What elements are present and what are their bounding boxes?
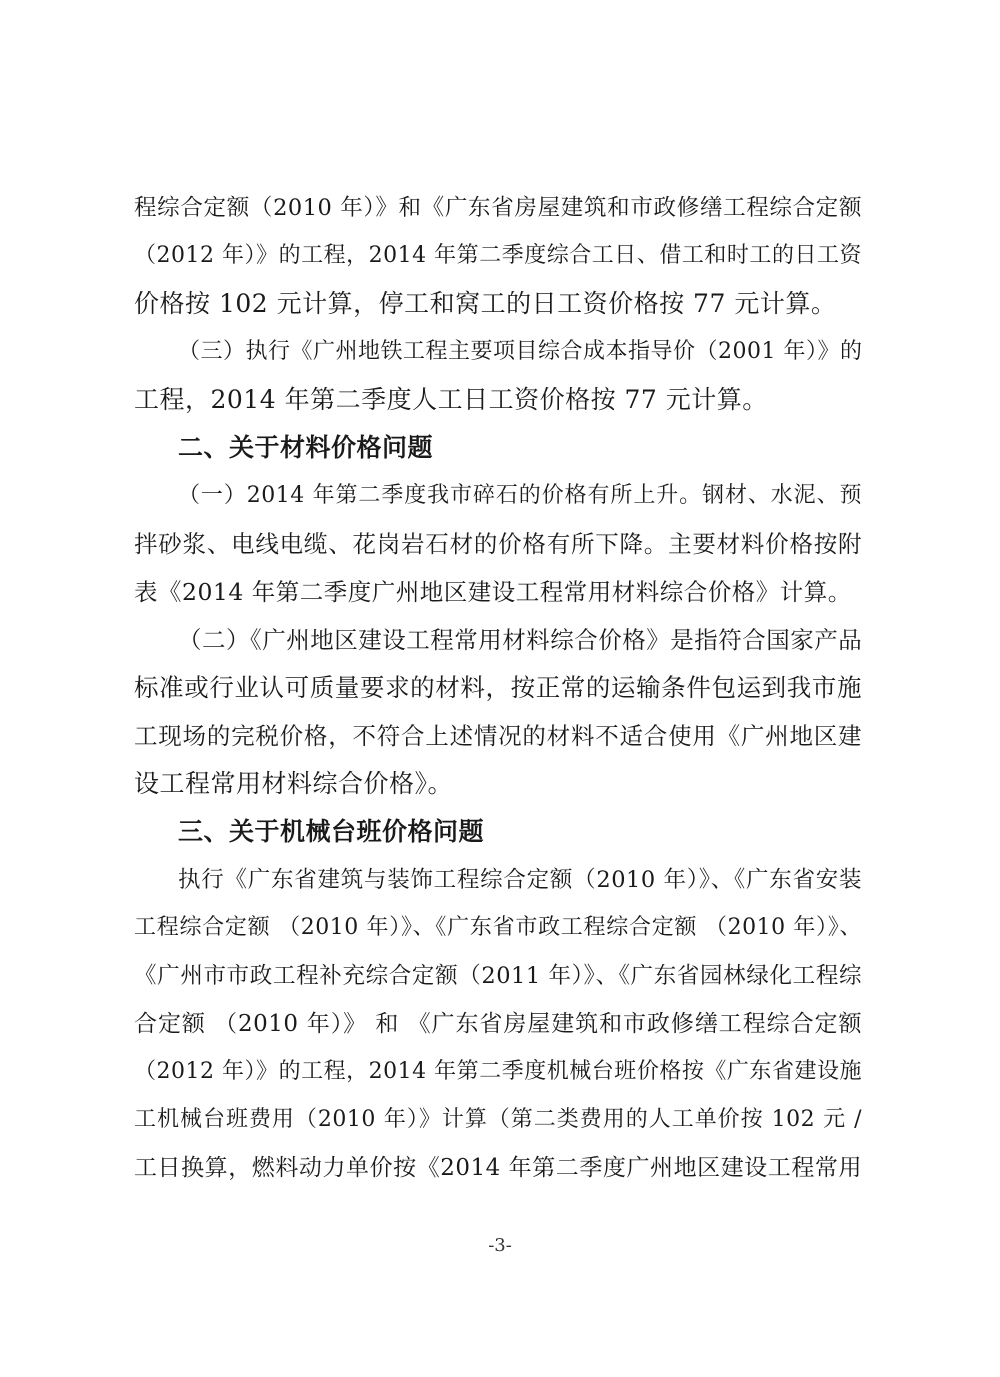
text-line: 工程，2014 年第二季度人工日工资价格按 77 元计算。 <box>134 385 768 414</box>
text-line: 拌砂浆、电线电缆、花岗岩石材的价格有所下降。主要材料价格按附 <box>134 530 862 558</box>
text-line: 工现场的完税价格，不符合上述情况的材料不适合使用《广州地区建 <box>134 722 862 750</box>
text-line: （三）执行《广州地铁工程主要项目综合成本指导价（2001 年）》的 <box>178 339 863 364</box>
text-line: 工机械台班费用（2010 年）》计算（第二类费用的人工单价按 102 元 / <box>134 1107 862 1132</box>
text-line: 工程综合定额 （2010 年）》、《广东省市政工程综合定额 （2010 年）》、 <box>134 915 862 940</box>
text-line: 合定额 （2010 年）》 和 《广东省房屋建筑和市政修缮工程综合定额 <box>134 1011 862 1037</box>
text-line: （一）2014 年第二季度我市碎石的价格有所上升。钢材、水泥、预 <box>178 483 862 508</box>
text-line: 工日换算，燃料动力单价按《2014 年第二季度广州地区建设工程常用 <box>134 1155 862 1181</box>
text-line: （2012 年）》的工程，2014 年第二季度机械台班价格按《广东省建设施 <box>134 1059 862 1084</box>
section-heading: 二、关于材料价格问题 <box>178 433 434 462</box>
text-line: （2012 年）》的工程，2014 年第二季度综合工日、借工和时工的日工资 <box>134 243 862 268</box>
text-line: 程综合定额（2010 年）》和《广东省房屋建筑和市政修缮工程综合定额 <box>134 195 862 221</box>
page-number: -3- <box>488 1235 512 1256</box>
text-line: 执行《广东省建筑与装饰工程综合定额（2010 年）》、《广东省安装 <box>178 867 862 893</box>
text-line: 价格按 102 元计算，停工和窝工的日工资价格按 77 元计算。 <box>134 289 837 318</box>
text-line: （二）《广州地区建设工程常用材料综合价格》是指符合国家产品 <box>178 626 863 654</box>
text-line: 表《2014 年第二季度广州地区建设工程常用材料综合价格》计算。 <box>134 578 852 606</box>
text-line: 标准或行业认可质量要求的材料，按正常的运输条件包运到我市施 <box>134 673 862 702</box>
text-line: 《广州市市政工程补充综合定额（2011 年）》、《广东省园林绿化工程综 <box>134 963 862 989</box>
text-line: 设工程常用材料综合价格》。 <box>134 769 454 798</box>
section-heading: 三、关于机械台班价格问题 <box>178 817 485 846</box>
